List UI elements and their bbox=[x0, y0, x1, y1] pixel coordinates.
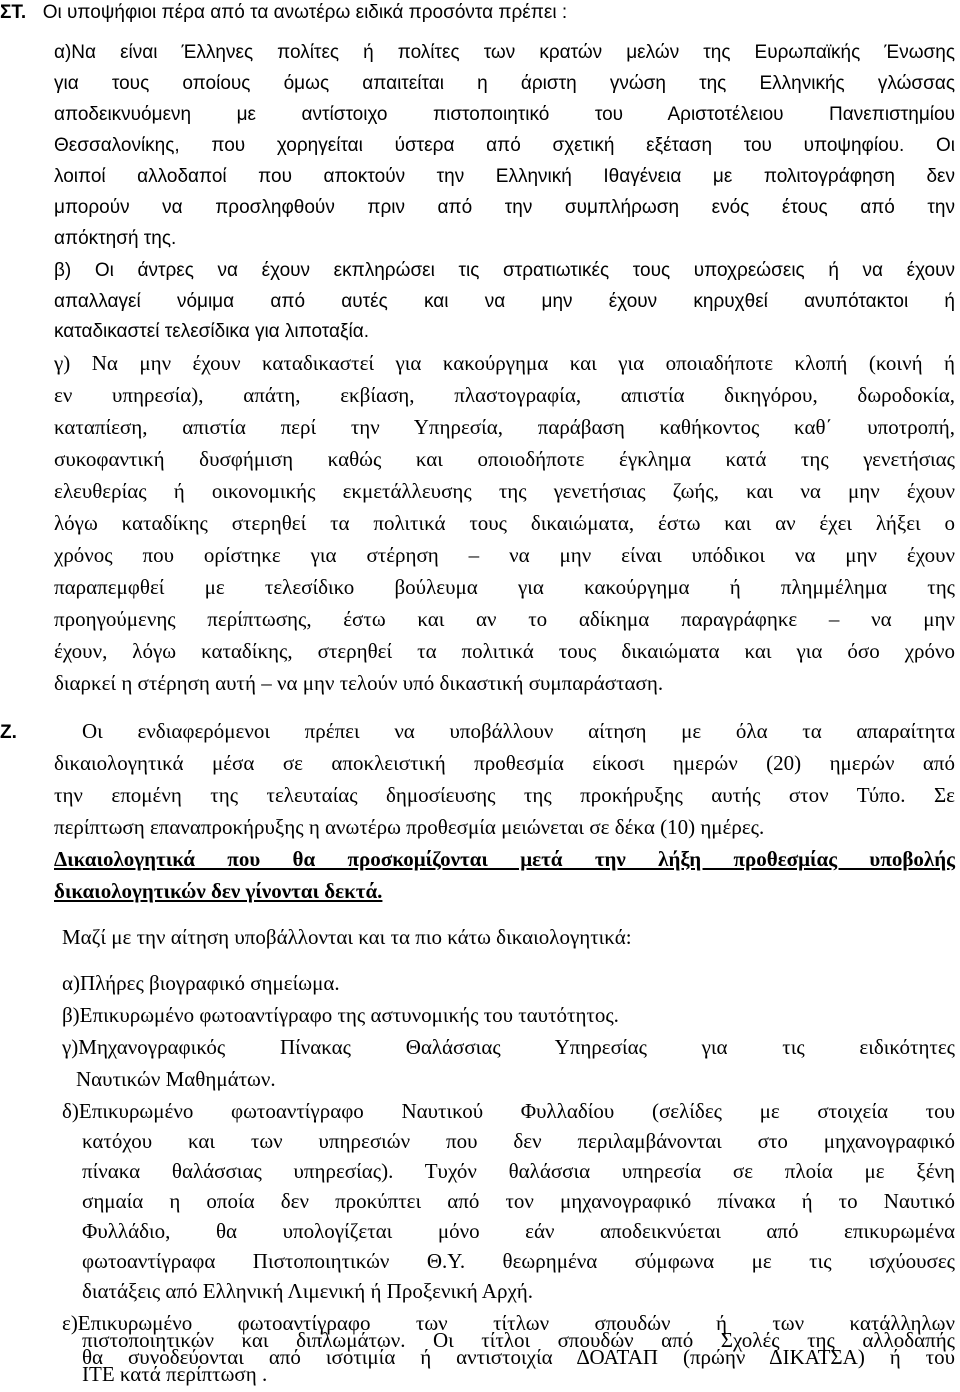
document-line: ε)Επικυρωμένο φωτοαντίγραφο των τίτλων σπουδών ή των κατάλληλων bbox=[62, 1311, 955, 1335]
paragraph-line: αποδεικνυόμενη με αντίστοιχο πιστοποιητικό του Αριστοτέλειου Πανεπιστημίου bbox=[54, 104, 955, 125]
paragraph-line: δικαιολογητικά μέσα σε αποκλειστική προθεσμία είκοσι ημερών (20) ημερών από bbox=[54, 751, 955, 775]
paragraph-line: απαλλαγεί νόμιμα από αυτές και να μην έχουν κηρυχθεί ανυπότακτοι ή bbox=[54, 291, 955, 312]
paragraph-line: καταδικαστεί τελεσίδικα για λιποταξία. bbox=[54, 321, 370, 342]
paragraph-line: β) Οι άντρες να έχουν εκπληρώσει τις στρατιωτικές τους υποχρεώσεις ή να έχουν bbox=[54, 260, 955, 281]
warning-line bbox=[54, 881, 382, 902]
section-st-heading-text: Οι υποψήφιοι πέρα από τα ανωτέρω ειδικά προσόντα πρέπει : bbox=[42, 2, 568, 23]
paragraph-line: γ) Να μην έχουν καταδικαστεί για κακούργημα και για οποιαδήποτε κλοπή (κοινή ή bbox=[54, 351, 955, 375]
paragraph-line: απόκτησή της. bbox=[54, 228, 177, 249]
paragraph-line: εν υπηρεσία), απάτη, εκβίαση, πλαστογραφία, απιστία δικηγόρου, δωροδοκία, bbox=[54, 383, 955, 407]
document-line: πιστοποιητικών και διπλωμάτων. Οι τίτλοι σπουδών από Σχολές της αλλοδαπής bbox=[82, 1328, 955, 1352]
section-st-label: ΣΤ. bbox=[0, 2, 27, 23]
document-line: διατάξεις από Ελληνική Λιμενική ή Προξενική Αρχή. bbox=[82, 1279, 533, 1303]
document-line: θα συνοδεύονται από ισοτιμία ή αντιστοιχία ΔΟΑΤΑΠ (πρώην ΔΙΚΑΤΣΑ) ή του bbox=[82, 1345, 955, 1369]
document-line: γ)Μηχανογραφικός Πίνακας Θαλάσσιας Υπηρεσίας για τις ειδικότητες bbox=[62, 1035, 955, 1059]
paragraph-line: χρόνος που ορίστηκε για στέρηση – να μην είναι υπόδικοι να μην έχουν bbox=[54, 543, 955, 567]
document-line: Φυλλάδιο, θα υπολογίζεται μόνο εάν αποδεικνύεται από επικυρωμένα bbox=[82, 1219, 955, 1243]
paragraph-line: ελευθερίας ή οικονομικής εκμετάλλευσης της γενετήσιας ζωής, και να μην έχουν bbox=[54, 479, 955, 503]
document-line: ΙΤΕ κατά περίπτωση . bbox=[82, 1362, 268, 1386]
paragraph-line: προηγούμενης περίπτωσης, έστω και αν το αδίκημα παραγράφηκε – να μην bbox=[54, 607, 955, 631]
document-line: φωτοαντίγραφα Πιστοποιητικών Θ.Υ. θεωρημένα σύμφωνα με τις ισχύουσες bbox=[82, 1249, 955, 1273]
paragraph-line: για τους οποίους όμως απαιτείται η άριστη γνώση της Ελληνικής γλώσσας bbox=[54, 73, 955, 94]
paragraph-line: μπορούν να προσληφθούν πριν από την συμπλήρωση ενός έτους από την bbox=[54, 197, 955, 218]
document-item-alpha: α)Πλήρες βιογραφικό σημείωμα. bbox=[62, 971, 340, 995]
document-line: Ναυτικών Μαθημάτων. bbox=[76, 1067, 276, 1091]
paragraph-line: α)Να είναι Έλληνες πολίτες ή πολίτες των κρατών μελών της Ευρωπαϊκής Ένωσης bbox=[54, 42, 955, 63]
document-item-beta: β)Επικυρωμένο φωτοαντίγραφο της αστυνομικής του ταυτότητος. bbox=[62, 1003, 619, 1027]
document-line: πίνακα θαλάσσιας υπηρεσίας). Τυχόν θαλάσσια υπηρεσία σε πλοία με ξένη bbox=[82, 1159, 955, 1183]
paragraph-line: περίπτωση επαναπροκήρυξης η ανωτέρω προθεσμία μειώνεται σε δέκα (10) ημέρες. bbox=[54, 815, 765, 839]
paragraph-line: λόγω καταδίκης στερηθεί τα πολιτικά τους δικαιώματα, έστω και αν έχει λήξει ο bbox=[54, 511, 955, 535]
document-line: σημαία η οποία δεν προκύπτει από τον μηχανογραφικό πίνακα ή το Ναυτικό bbox=[82, 1189, 955, 1213]
paragraph-line: συκοφαντική δυσφήμιση καθώς και οποιοδήποτε έγκλημα κατά της γενετήσιας bbox=[54, 447, 955, 471]
paragraph-line: καταπίεση, απιστία περί την Υπηρεσία, παράβαση καθήκοντος καθ΄ υποτροπή, bbox=[54, 415, 955, 439]
paragraph-line: διαρκεί η στέρηση αυτή – να μην τελούν υπό δικαστική συμπαράσταση. bbox=[54, 671, 664, 695]
paragraph-line: παραπεμφθεί με τελεσίδικο βούλευμα για κακούργημα ή πλημμέλημα της bbox=[54, 575, 955, 599]
section-z-first-line: Οι ενδιαφερόμενοι πρέπει να υποβάλλουν αίτηση με όλα τα απαραίτητα bbox=[82, 719, 955, 743]
section-st-heading bbox=[0, 3, 960, 22]
section-z-label: Ζ. bbox=[0, 722, 17, 743]
paragraph-line: την επομένη της τελευταίας δημοσίευσης της προκήρυξης αυτής στον Τύπο. Σε bbox=[54, 783, 955, 807]
warning-line: Δικαιολογητικά που θα προσκομίζονται μετά την λήξη προθεσμίας υποβολής bbox=[54, 847, 955, 871]
document-line: δ)Επικυρωμένο φωτοαντίγραφο Ναυτικού Φυλλαδίου (σελίδες με στοιχεία του bbox=[62, 1099, 955, 1123]
paragraph-line: έχουν, λόγω καταδίκης, στερηθεί τα πολιτικά τους δικαιώματα και για όσο χρόνο bbox=[54, 639, 955, 663]
document-line: κατόχου και των υπηρεσιών που δεν περιλαμβάνονται στο μηχανογραφικό bbox=[82, 1129, 955, 1153]
warning-line-text: δικαιολογητικών δεν γίνονται δεκτά. bbox=[54, 879, 383, 903]
paragraph-line: λοιποί αλλοδαποί που αποκτούν την Ελληνική Ιθαγένεια με πολιτογράφηση δεν bbox=[54, 166, 955, 187]
paragraph-line: Θεσσαλονίκης, που χορηγείται ύστερα από σχετική εξέταση του υποψηφίου. Οι bbox=[54, 135, 955, 156]
documents-intro: Μαζί με την αίτηση υποβάλλονται και τα πιο κάτω δικαιολογητικά: bbox=[62, 925, 632, 949]
